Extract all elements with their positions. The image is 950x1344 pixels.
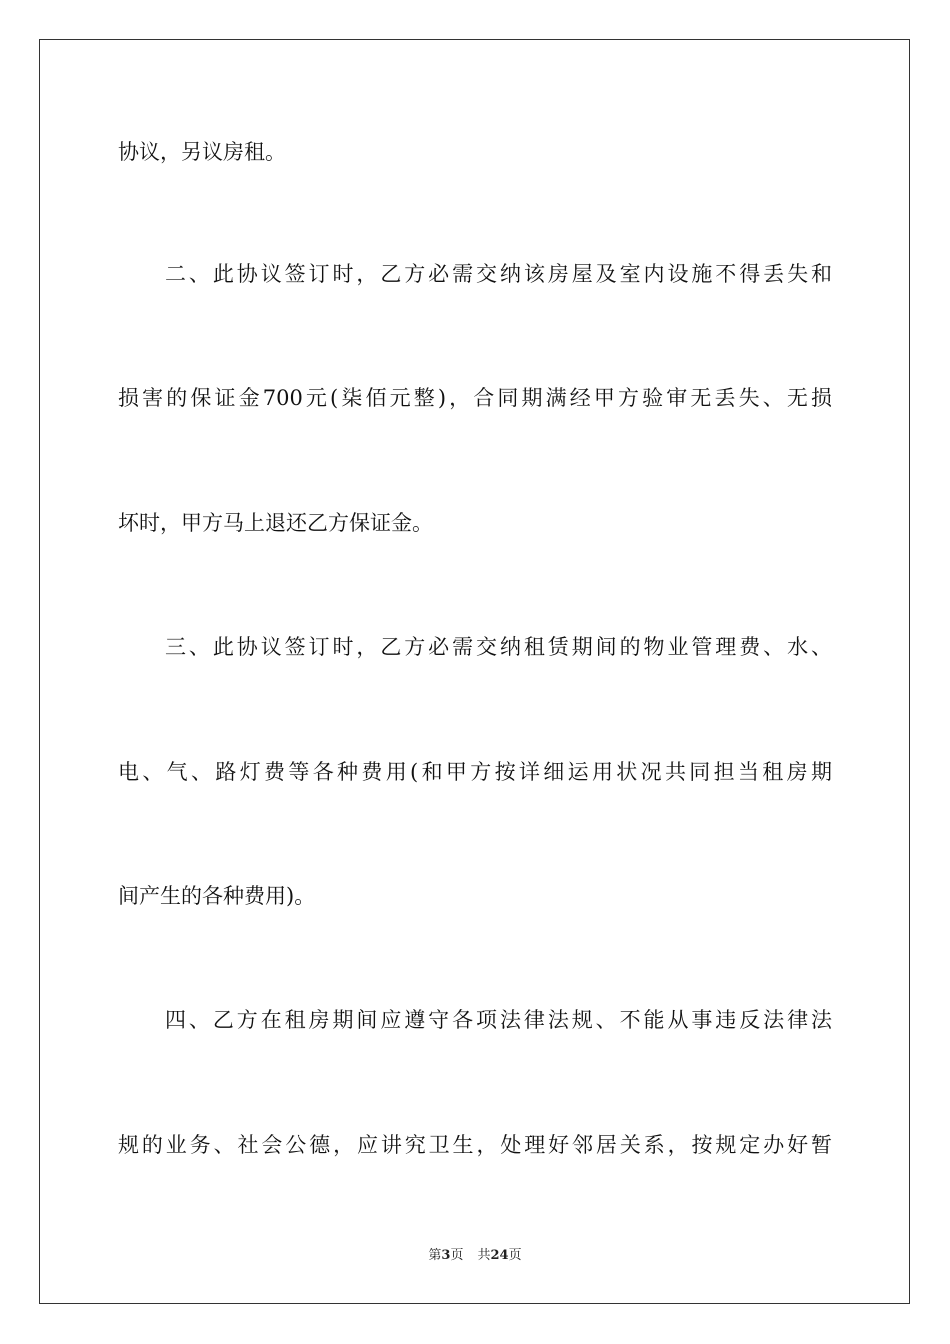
text-line-2: 二、此协议签订时，乙方必需交纳该房屋及室内设施不得丢失和	[165, 262, 832, 286]
total-prefix: 共	[477, 1248, 491, 1263]
page-frame	[39, 39, 910, 1304]
text-line-5: 三、此协议签订时，乙方必需交纳租赁期间的物业管理费、水、	[165, 635, 832, 659]
text-line-1: 协议，另议房租。	[118, 140, 286, 164]
total-pages: 24	[490, 1248, 509, 1263]
page-suffix: 页	[450, 1248, 464, 1263]
total-suffix: 页	[508, 1248, 522, 1263]
page-prefix: 第	[428, 1248, 442, 1263]
page-footer	[0, 1246, 950, 1266]
page-number: 3	[441, 1248, 451, 1263]
text-line-8: 四、乙方在租房期间应遵守各项法律法规、不能从事违反法律法	[165, 1008, 832, 1032]
text-line-3: 损害的保证金700元(柒佰元整)，合同期满经甲方验审无丢失、无损	[118, 386, 832, 410]
text-line-4: 坏时，甲方马上退还乙方保证金。	[118, 511, 433, 535]
text-line-7: 间产生的各种费用)。	[118, 884, 316, 908]
text-line-9: 规的业务、社会公德，应讲究卫生，处理好邻居关系，按规定办好暂	[118, 1133, 832, 1157]
text-line-6: 电、气、路灯费等各种费用(和甲方按详细运用状况共同担当租房期	[118, 760, 832, 784]
